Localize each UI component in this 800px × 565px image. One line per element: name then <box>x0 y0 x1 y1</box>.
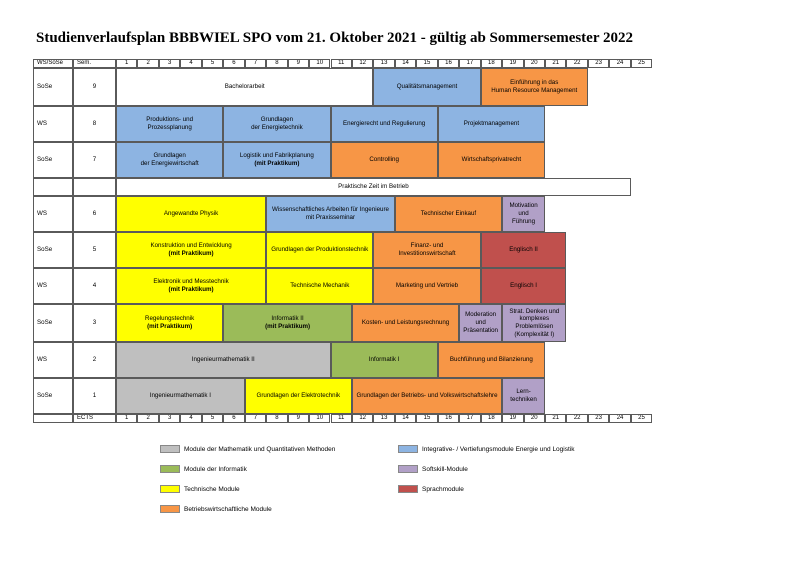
header-ects-col: 25 <box>631 59 652 68</box>
semester-type-cell: SoSe <box>33 232 73 268</box>
header-ects-col: 23 <box>588 59 609 68</box>
legend-label: Betriebswirtschaftliche Module <box>184 506 272 513</box>
module-label <box>398 242 455 258</box>
module-name-line: Wirtschaftsprivatrecht <box>461 156 522 164</box>
legend-swatch <box>398 445 418 453</box>
legend-swatch <box>398 485 418 493</box>
module-block <box>266 196 395 232</box>
legend-label: Integrative- / Vertiefungsmodule Energie und Logistik <box>422 446 575 453</box>
semester-type-cell <box>33 178 73 196</box>
footer-ects-col: 19 <box>502 414 523 423</box>
module-block <box>223 304 352 342</box>
footer-ects-col: 7 <box>245 414 266 423</box>
footer-ects-col: 3 <box>159 414 180 423</box>
module-label <box>505 388 542 404</box>
header-ects-col: 18 <box>481 59 502 68</box>
footer-ects-col: 25 <box>631 414 652 423</box>
module-block <box>116 268 266 304</box>
header-semester-cell: Sem. <box>73 59 116 68</box>
module-name-line: der Energiewirtschaft <box>140 160 199 167</box>
module-name-line: Elektronik und Messtechnik <box>153 278 229 286</box>
module-label <box>257 392 341 400</box>
module-name-line: Wissenschaftliches Arbeiten für Ingenieure <box>272 206 389 214</box>
footer-ects-col: 11 <box>331 414 352 423</box>
module-name-line: Lern-techniken <box>510 388 537 403</box>
legend-label: Sprachmodule <box>422 486 464 493</box>
module-label <box>192 356 255 364</box>
footer-ects-col: 6 <box>223 414 244 423</box>
module-name-line: Führung <box>512 217 536 225</box>
module-block <box>438 142 545 178</box>
header-ects-col: 14 <box>395 59 416 68</box>
module-name-line: und <box>475 319 486 327</box>
module-name-line: Technischer Einkauf <box>420 210 477 218</box>
module-name-line: Problemlösen <box>515 323 554 330</box>
semester-number-cell: 4 <box>73 268 116 304</box>
footer-ects-col: 20 <box>524 414 545 423</box>
module-name-line: Buchführung und Bilanzierung <box>449 356 533 364</box>
module-label <box>362 319 449 327</box>
footer-ects-col: 9 <box>288 414 309 423</box>
semester-type-cell: SoSe <box>33 378 73 414</box>
footer-ects-col: 10 <box>309 414 330 423</box>
footer-ects-col: 5 <box>202 414 223 423</box>
module-block <box>502 378 545 414</box>
module-block <box>373 232 480 268</box>
module-name-line: Grundlagen der Elektrotechnik <box>256 392 341 400</box>
header-ects-col: 12 <box>352 59 373 68</box>
legend-label: Module der Informatik <box>184 466 247 473</box>
header-ects-col: 22 <box>566 59 587 68</box>
header-ects-col: 21 <box>545 59 566 68</box>
header-ects-col: 3 <box>159 59 180 68</box>
module-block <box>481 232 567 268</box>
module-label <box>357 392 498 400</box>
module-label <box>510 282 537 290</box>
module-label <box>396 282 458 290</box>
module-block <box>116 196 266 232</box>
footer-ects-col: 16 <box>438 414 459 423</box>
module-name-line: Qualitätsmanagement <box>396 83 458 91</box>
semester-number-cell: 7 <box>73 142 116 178</box>
module-label <box>369 156 399 164</box>
module-name-line: Ingenieurmathematik I <box>149 392 211 400</box>
module-label <box>150 392 211 400</box>
module-block <box>459 304 502 342</box>
module-name-line: Logistik und Fabrikplanung <box>239 152 314 160</box>
page-title: Studienverlaufsplan BBBWIEL SPO vom 21. Oktober 2021 - gültig ab Sommersemester 2022 <box>36 30 633 46</box>
module-name-line: Produktions- und <box>146 116 194 124</box>
module-block <box>395 196 502 232</box>
legend-label: Technische Module <box>184 486 240 493</box>
semester-number-cell: 8 <box>73 106 116 142</box>
module-block <box>116 304 223 342</box>
module-practical-note: (mit Praktikum) <box>265 323 311 330</box>
header-ects-col: 16 <box>438 59 459 68</box>
module-name-line: Energierecht und Regulierung <box>343 120 426 128</box>
module-block <box>116 378 245 414</box>
module-label <box>491 79 577 95</box>
module-block <box>266 232 373 268</box>
footer-ects-col: 18 <box>481 414 502 423</box>
module-block <box>373 268 480 304</box>
module-name-line: (Komplexität I) <box>514 330 555 338</box>
header-ects-col: 10 <box>309 59 330 68</box>
footer-ects-col: 17 <box>459 414 480 423</box>
module-label <box>369 356 400 364</box>
header-ects-col: 24 <box>609 59 630 68</box>
header-ects-col: 2 <box>137 59 158 68</box>
module-block <box>116 68 373 106</box>
module-practical-note: (mit Praktikum) <box>168 286 214 293</box>
footer-ects-col: 13 <box>373 414 394 423</box>
semester-number-cell <box>73 178 116 196</box>
footer-ects-col: 23 <box>588 414 609 423</box>
module-label <box>462 156 521 164</box>
semester-number-cell: 6 <box>73 196 116 232</box>
module-block <box>331 106 438 142</box>
header-ects-col: 5 <box>202 59 223 68</box>
module-block <box>116 142 223 178</box>
legend-swatch <box>160 505 180 513</box>
module-block <box>352 304 459 342</box>
semester-type-cell: SoSe <box>33 304 73 342</box>
module-label <box>343 120 425 128</box>
module-name-line: mit Praxisseminar <box>305 214 356 221</box>
footer-ects-col: 2 <box>137 414 158 423</box>
module-name-line: Finanz- und <box>410 242 444 250</box>
module-label <box>153 278 228 294</box>
module-name-line: Investitionswirtschaft <box>398 250 456 257</box>
module-block <box>502 196 545 232</box>
header-ects-col: 4 <box>180 59 201 68</box>
legend-swatch <box>160 445 180 453</box>
module-name-line: Strat. Denken und <box>509 307 560 315</box>
module-block <box>331 342 438 378</box>
module-label <box>463 311 498 334</box>
module-block <box>481 268 567 304</box>
module-label <box>509 246 538 254</box>
header-ects-col: 7 <box>245 59 266 68</box>
module-label <box>150 242 231 258</box>
header-ects-col: 1 <box>116 59 137 68</box>
module-label <box>141 152 199 168</box>
module-name-line: Motivation und <box>509 202 538 218</box>
footer-semester-cell: ECTS <box>73 414 116 423</box>
semester-type-cell: WS <box>33 342 73 378</box>
module-label <box>450 356 533 364</box>
module-label <box>164 210 218 218</box>
semester-number-cell: 1 <box>73 378 116 414</box>
footer-ects-col: 12 <box>352 414 373 423</box>
module-name-line: Technische Mechanik <box>290 282 350 290</box>
module-name-line: Marketing und Vertrieb <box>395 282 459 290</box>
module-name-line: Englisch I <box>510 282 537 290</box>
module-label <box>251 116 303 132</box>
header-ects-col: 13 <box>373 59 394 68</box>
footer-ects-col: 14 <box>395 414 416 423</box>
module-practical-note: (mit Praktikum) <box>147 323 193 330</box>
module-practical-note: (mit Praktikum) <box>168 250 214 257</box>
semester-type-cell: WS <box>33 106 73 142</box>
header-ects-col: 6 <box>223 59 244 68</box>
semester-type-cell: SoSe <box>33 142 73 178</box>
module-name-line: Grundlagen <box>153 152 186 160</box>
module-block <box>481 68 588 106</box>
module-name-line: Informatik II <box>271 315 304 323</box>
semester-type-cell: WS <box>33 268 73 304</box>
footer-ects-col: 8 <box>266 414 287 423</box>
module-label <box>505 202 542 225</box>
legend-label: Module der Mathematik und Quantitativen Methoden <box>184 446 336 453</box>
semester-number-cell: 9 <box>73 68 116 106</box>
module-block <box>116 178 631 196</box>
module-label <box>290 282 349 290</box>
module-label <box>272 206 389 222</box>
module-name-line: Angewandte Physik <box>163 210 219 218</box>
module-name-line: Konstruktion und Entwicklung <box>150 242 232 250</box>
module-name-line: Controlling <box>369 156 399 164</box>
module-name-line: Human Resource Management <box>491 87 578 94</box>
semester-number-cell: 3 <box>73 304 116 342</box>
module-label <box>464 120 519 128</box>
semester-type-cell: WS <box>33 196 73 232</box>
module-block <box>116 232 266 268</box>
header-ects-col: 11 <box>331 59 352 68</box>
module-name-line: komplexes <box>519 315 550 323</box>
module-block <box>266 268 373 304</box>
footer-ects-col: 24 <box>609 414 630 423</box>
module-practical-note: (mit Praktikum) <box>254 160 300 167</box>
header-ects-col: 19 <box>502 59 523 68</box>
module-block <box>373 68 480 106</box>
footer-ects-col: 22 <box>566 414 587 423</box>
module-block <box>438 106 545 142</box>
module-name-line: Einführung in das <box>510 79 559 87</box>
module-block <box>116 342 331 378</box>
module-name-line: Grundlagen der Betriebs- und Volkswirtschaftslehre <box>356 392 498 400</box>
module-label <box>145 315 194 331</box>
module-name-line: Praktische Zeit im Betrieb <box>338 183 409 191</box>
semester-number-cell: 5 <box>73 232 116 268</box>
header-ects-col: 9 <box>288 59 309 68</box>
module-block <box>223 142 330 178</box>
module-name-line: Grundlagen <box>260 116 294 124</box>
header-ects-col: 17 <box>459 59 480 68</box>
module-name-line: Ingenieurmathematik II <box>191 356 255 364</box>
module-name-line: Regelungstechnik <box>145 315 195 323</box>
footer-semester-type-cell <box>33 414 73 423</box>
module-label <box>240 152 314 168</box>
legend-swatch <box>160 485 180 493</box>
module-block <box>331 142 438 178</box>
module-name-line: Bachelorarbeit <box>224 83 265 91</box>
module-name-line: Englisch II <box>509 246 538 254</box>
module-name-line: Grundlagen der Produktionstechnik <box>271 246 369 254</box>
legend-swatch <box>398 465 418 473</box>
module-label <box>271 246 368 254</box>
module-block <box>438 342 545 378</box>
legend-label: Softskill-Module <box>422 466 468 473</box>
semester-type-cell: SoSe <box>33 68 73 106</box>
module-label <box>397 83 458 91</box>
module-block <box>502 304 566 342</box>
module-label <box>421 210 476 218</box>
module-name-line: Kosten- und Leistungsrechnung <box>361 319 450 327</box>
header-ects-col: 8 <box>266 59 287 68</box>
module-label <box>338 183 409 191</box>
module-block <box>116 106 223 142</box>
header-semester-type-cell: WS/SoSe <box>33 59 73 68</box>
semester-number-cell: 2 <box>73 342 116 378</box>
footer-ects-col: 21 <box>545 414 566 423</box>
module-label <box>146 116 193 132</box>
module-label <box>225 83 265 91</box>
header-ects-col: 15 <box>416 59 437 68</box>
module-label <box>265 315 310 331</box>
legend-swatch <box>160 465 180 473</box>
module-block <box>245 378 352 414</box>
header-ects-col: 20 <box>524 59 545 68</box>
module-name-line: Informatik I <box>368 356 400 364</box>
module-name-line: Präsentation <box>463 326 498 334</box>
footer-ects-col: 15 <box>416 414 437 423</box>
module-label <box>509 308 559 339</box>
module-block <box>223 106 330 142</box>
module-name-line: Projektmanagement <box>463 120 520 128</box>
module-name-line: der Energietechnik <box>251 124 303 131</box>
footer-ects-col: 1 <box>116 414 137 423</box>
module-name-line: Prozessplanung <box>147 124 192 131</box>
module-name-line: Moderation <box>465 311 497 319</box>
module-block <box>352 378 502 414</box>
footer-ects-col: 4 <box>180 414 201 423</box>
